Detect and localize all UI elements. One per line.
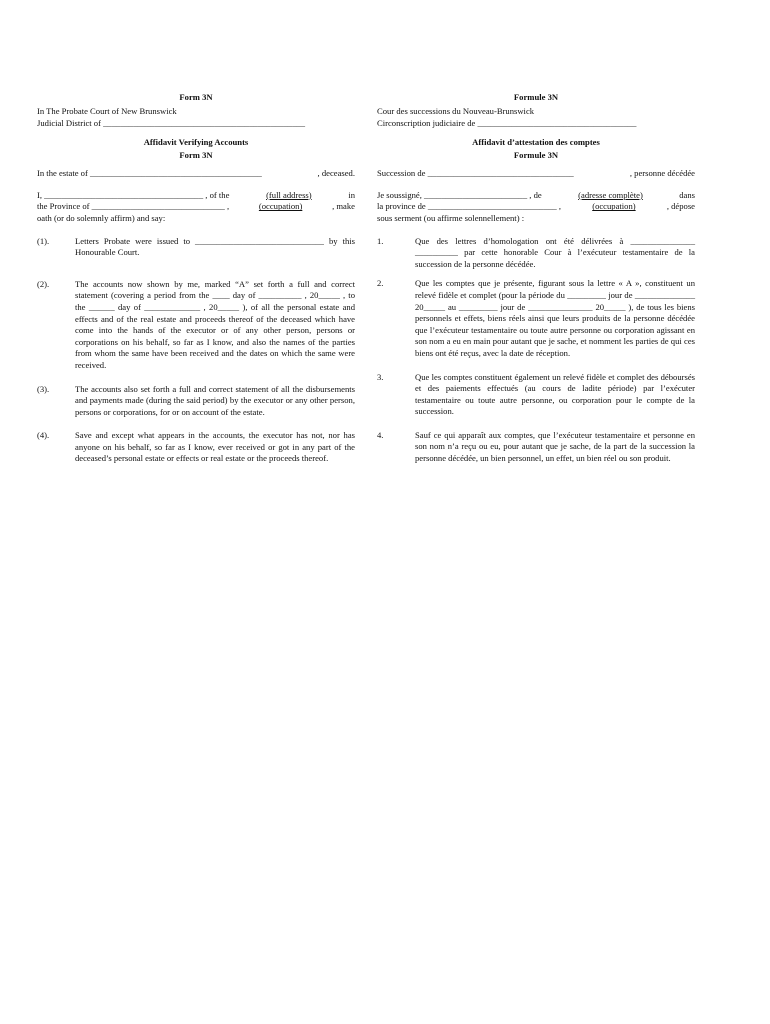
- oath-line-1-left-fr: Je soussigné, ________________________ , de: [377, 189, 542, 200]
- french-column: [377, 92, 695, 465]
- clause-number: (4).: [37, 430, 50, 441]
- affidavit-heading-en: Affidavit Verifying Accounts: [143, 137, 249, 148]
- oath-line-3-en: oath (or do solemnly affirm) and say:: [37, 212, 166, 223]
- clause-4-fr: [377, 430, 695, 465]
- clause-text: Que des lettres d’homologation ont été délivrées à _______________ __________ par cette honorable Cour à l’exécuteur testamentaire de la succession de la personne décédée.: [415, 235, 695, 269]
- form-title-fr: Formule 3N: [513, 92, 559, 102]
- occupation-label-en: (occupation): [258, 201, 303, 212]
- clause-text: Que les comptes que je présente, figurant sous la lettre « A », constituent un relevé fidèle et complet (pour la période du _________ jour de ______________ 20_____ au _________ jour de _______________ 20_____ ), de tous les biens personnels et effets, biens réels ainsi que leurs produits de la personne décédée que l’exécuteur testamentaire ou toute autre personne ou corporation agissant en son nom a eu en main pour autant que je sache, et nomment les parties de qui ces biens ont été reçus, avec la date de réception.: [415, 278, 695, 358]
- clause-number: 4.: [377, 429, 384, 440]
- oath-line-2-left-en: the Province of _______________________________ ,: [37, 201, 230, 212]
- oath-block-en: [37, 190, 355, 225]
- clause-number: (1).: [37, 235, 50, 246]
- oath-block-fr: [377, 190, 695, 225]
- oath-line-2-right-en: , make: [332, 201, 355, 212]
- judicial-district-fr: [377, 118, 695, 130]
- oath-line-3-fr: sous serment (ou affirme solennellement) :: [377, 212, 525, 223]
- oath-line-2-en: [37, 201, 355, 213]
- clause-3-fr: [377, 372, 695, 418]
- clause-number: (3).: [37, 383, 50, 394]
- affidavit-subheading-en: Form 3N: [179, 150, 213, 161]
- clause-text: Que les comptes constituent également un relevé fidèle et complet des déboursés et des paiements effectués (au cours de ladite période) par l’exécuter testamentaire ou toute autre personne, ou corporation pour le compte de la succession.: [415, 371, 695, 417]
- clause-number: 1.: [377, 235, 384, 246]
- english-column: [37, 92, 355, 465]
- estate-left-en: In the estate of ________________________________________: [37, 168, 262, 179]
- clause-text: Sauf ce qui apparaît aux comptes, que l’exécuteur testamentaire et personne en son nom n’a reçu ou eu, pour autant que je sache, de la part de la succession la personne décédée, un bien personnel, un effet, un bien réel ou son produit.: [415, 429, 695, 464]
- estate-line-fr: [377, 168, 695, 180]
- oath-line-1-right-fr: dans: [679, 189, 695, 200]
- full-address-label: (full address): [266, 189, 312, 200]
- estate-line-en: [37, 168, 355, 180]
- clause-1-fr: [377, 236, 695, 271]
- oath-line-1-en: [37, 190, 355, 202]
- clause-2-en: [37, 279, 355, 372]
- oath-line-1-left-en: I, _____________________________________ , of the: [37, 189, 230, 200]
- occupation-label-fr: (occupation): [592, 201, 636, 212]
- form-title-en: Form 3N: [179, 92, 213, 102]
- clause-text: The accounts also set forth a full and correct statement of all the disbursements and payments made (during the said period) by the executor or any other person, persons or corporations, for or on account of the estate.: [75, 383, 355, 417]
- court-name-en: In The Probate Court of New Brunswick: [37, 106, 177, 116]
- clause-3-en: [37, 384, 355, 419]
- district-label-en: Judicial District of: [37, 117, 101, 128]
- clause-number: (2).: [37, 278, 50, 289]
- district-blank-en: _______________________________________________: [103, 117, 306, 128]
- district-blank-fr: _____________________________________: [477, 117, 637, 128]
- clause-text: Save and except what appears in the accounts, the executor has not, nor has anyone on his behalf, so far as I know, ever received or got in any part of the deceased’s personal estate or effects or real estate or the proceeds thereof.: [75, 430, 355, 464]
- clause-number: 2.: [377, 278, 384, 289]
- oath-line-1-right-en: in: [348, 189, 355, 200]
- affidavit-subheading-fr: Formule 3N: [513, 150, 559, 161]
- clause-text: Letters Probate were issued to ______________________________ by this Honourable Court.: [75, 235, 355, 258]
- oath-line-2-right-fr: , dépose: [666, 201, 695, 212]
- oath-line-2-fr: [377, 201, 695, 213]
- oath-line-1-fr: [377, 190, 695, 202]
- clause-number: 3.: [377, 371, 384, 382]
- judicial-district-en: [37, 118, 355, 130]
- estate-right-fr: , personne décédée: [629, 168, 695, 179]
- adresse-complete-label: (adresse complète): [578, 189, 643, 200]
- oath-line-2-left-fr: la province de ______________________________ ,: [377, 201, 562, 212]
- clause-2-fr: [377, 278, 695, 359]
- clause-text: The accounts now shown by me, marked “A” set forth a full and correct statement (covering a period from the ____ day of __________ , 20_____ , to the ______ day of _____________ , 20_____ ), of all the personal estate and effects and of the real estate and proceeds thereof of the deceased which have come into the hands of the executor or of any other person, persons or corporations on his behalf, so far as I know, and also the names of the parties from whom the same have been received and the dates on which the same were received.: [75, 278, 355, 370]
- clause-1-en: [37, 236, 355, 259]
- affidavit-heading-fr: Affidavit d’attestation des comptes: [472, 137, 600, 148]
- court-name-fr: Cour des successions du Nouveau-Brunswick: [377, 106, 535, 116]
- estate-right-en: , deceased.: [317, 168, 355, 179]
- clause-4-en: [37, 430, 355, 465]
- estate-left-fr: Succession de __________________________________: [377, 168, 574, 179]
- district-label-fr: Circonscription judiciaire de: [377, 117, 476, 128]
